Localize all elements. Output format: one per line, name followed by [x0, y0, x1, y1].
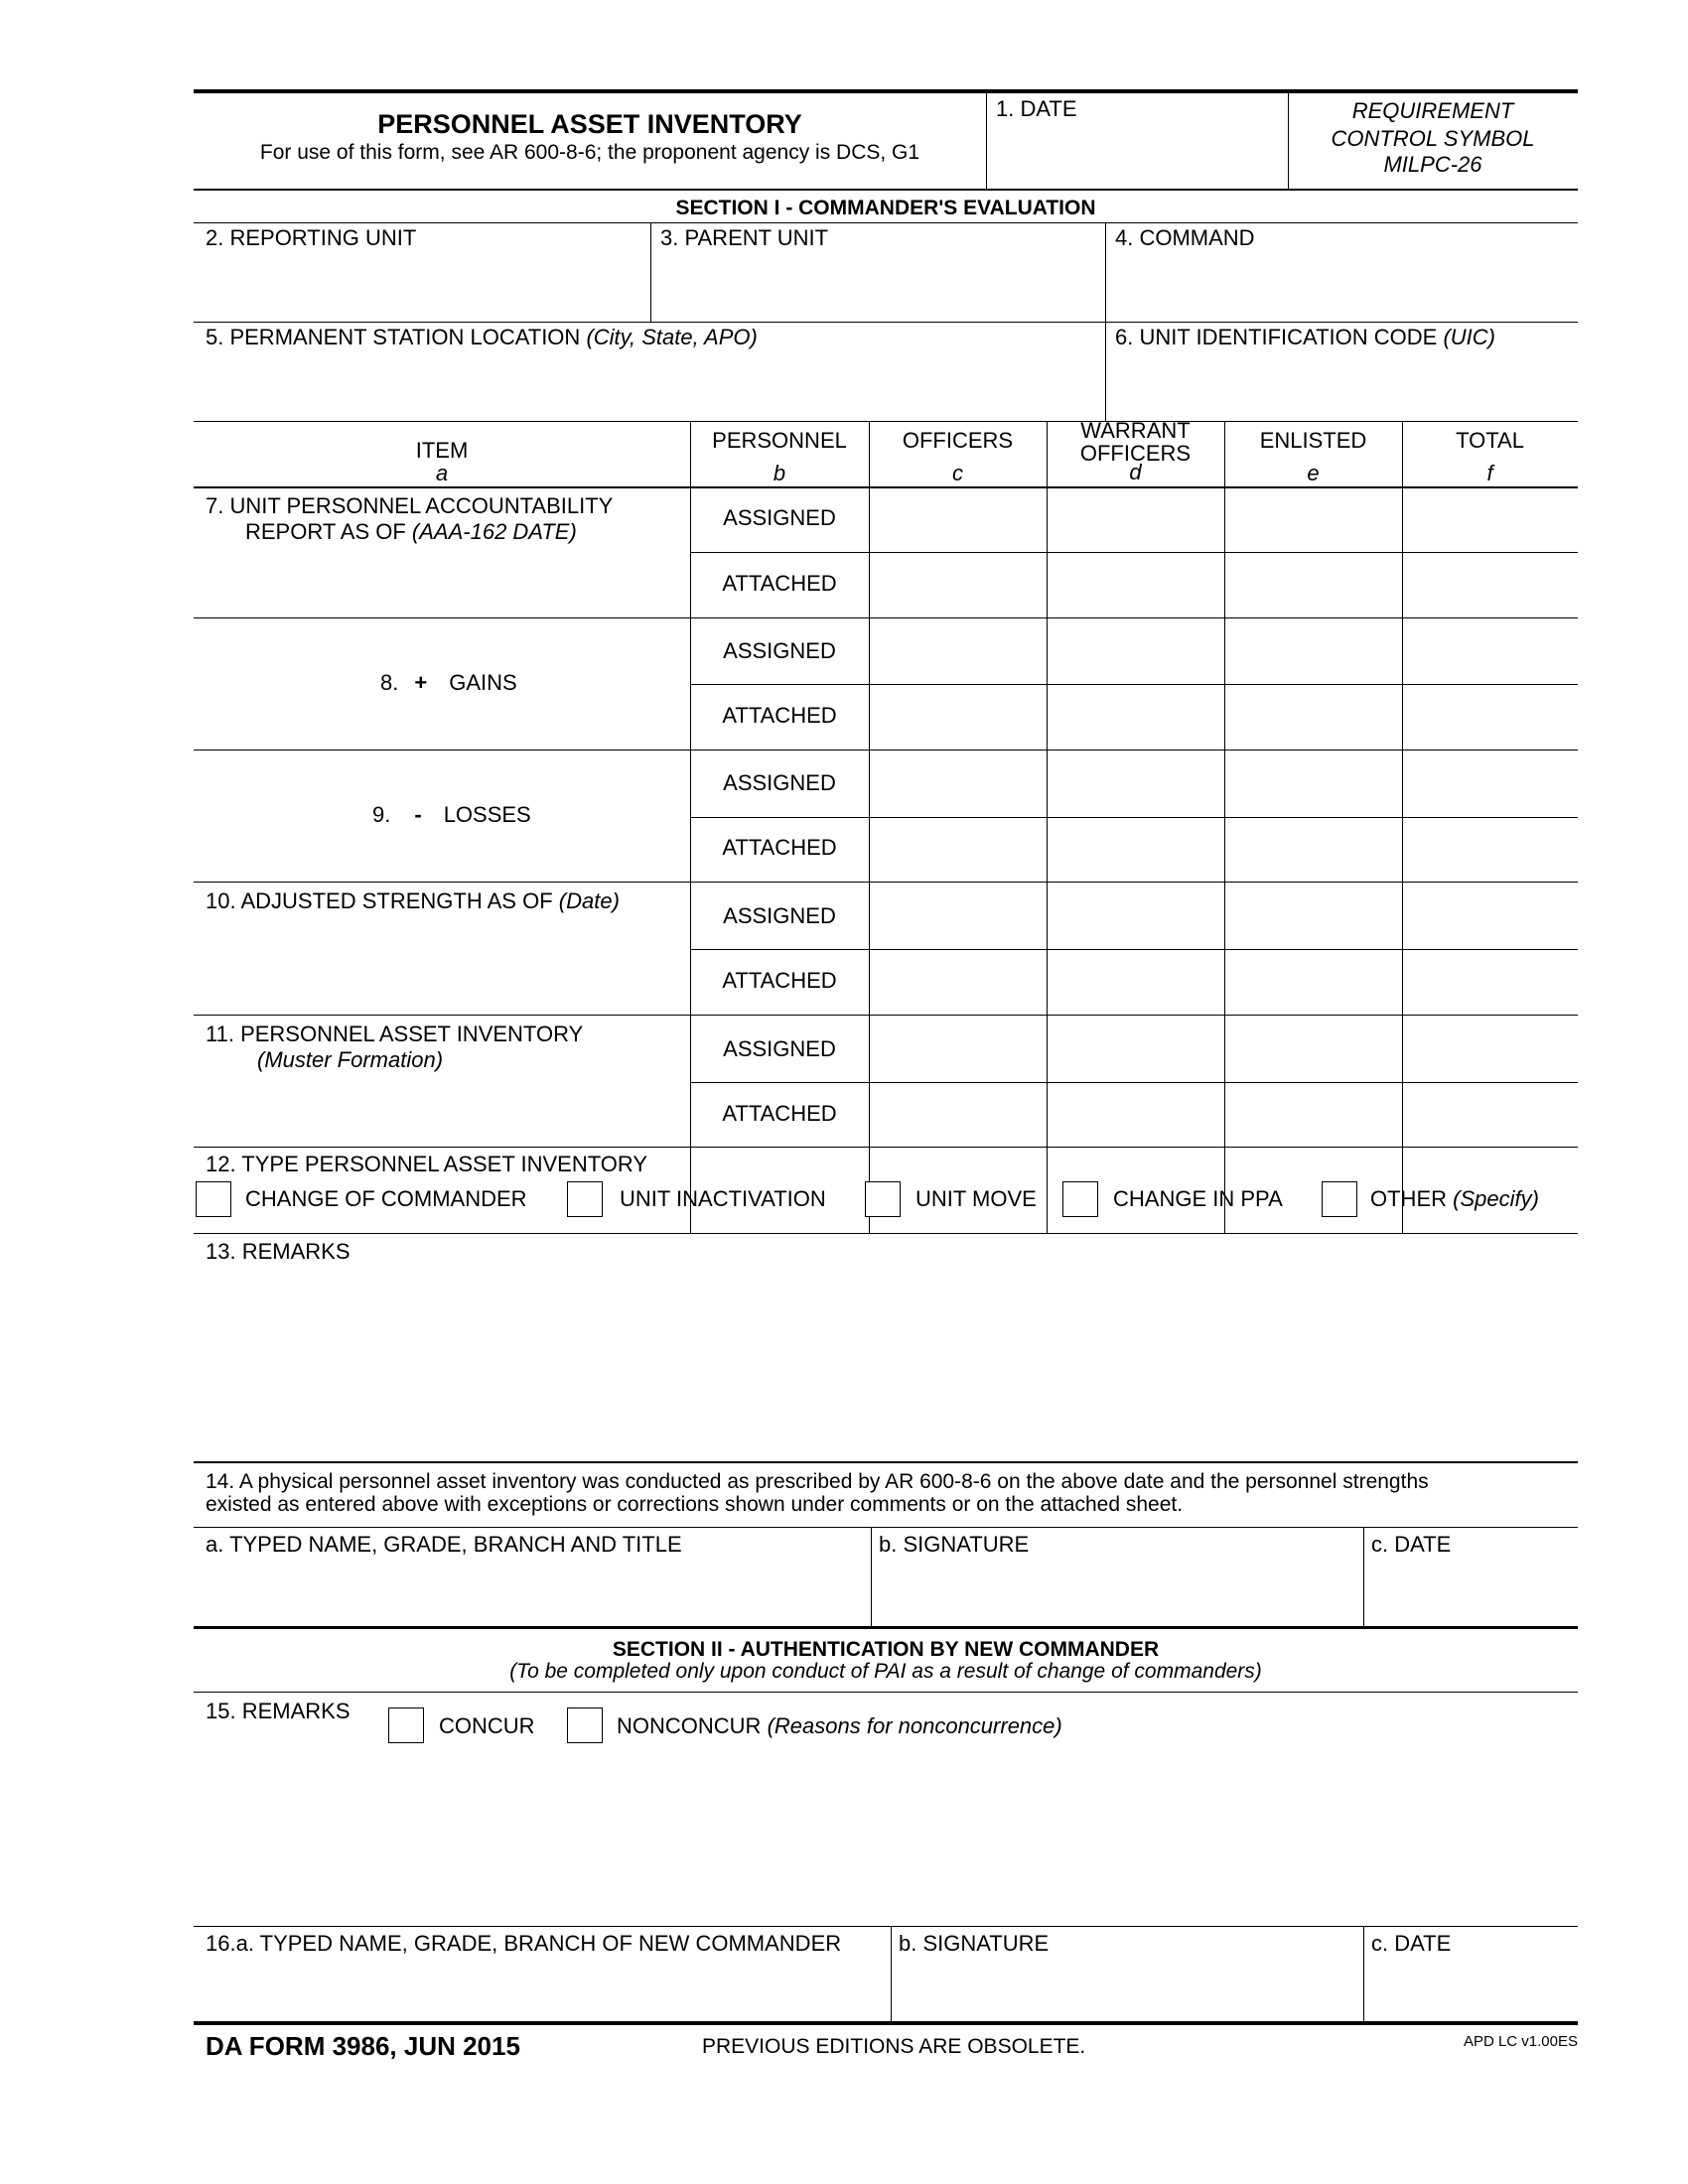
remarks-15-field[interactable] [194, 1753, 1578, 1922]
other-hint: (Specify) [1453, 1186, 1539, 1211]
item14-name-field[interactable] [194, 1559, 869, 1622]
form-title: PERSONNEL ASSET INVENTORY [377, 109, 802, 139]
item9-num: 9. [372, 802, 391, 827]
section1-title-rule [194, 222, 1578, 223]
nonconcur-text: NONCONCUR [617, 1713, 762, 1738]
item14-line2: existed as entered above with exceptions or corrections shown under comments or on the attached sheet. [206, 1493, 1184, 1516]
col-enlisted-label: ENLISTED [1259, 428, 1367, 453]
remarks-13-field[interactable] [194, 1267, 1578, 1455]
item10-bottom [194, 1015, 1578, 1016]
divider-2-3 [650, 222, 651, 322]
item16-date-field[interactable] [1365, 1958, 1578, 2017]
item12-label: 12. TYPE PERSONNEL ASSET INVENTORY [206, 1152, 648, 1176]
item16-name-field[interactable] [194, 1958, 889, 2017]
col-total-label: TOTAL [1456, 428, 1524, 453]
station-location-text: 5. PERMANENT STATION LOCATION [206, 325, 581, 349]
table-col-f-line [1402, 421, 1403, 1233]
item15-bottom [194, 1926, 1578, 1927]
row2-bottom [194, 322, 1578, 323]
form-subtitle: For use of this form, see AR 600-8-6; the proponent agency is DCS, G1 [259, 141, 920, 164]
item7-bottom [194, 617, 1578, 618]
uic-field[interactable] [1107, 351, 1578, 417]
item10-hint: (Date) [558, 888, 620, 913]
item10-assigned: ASSIGNED [723, 903, 836, 928]
item13-bottom [194, 1461, 1578, 1463]
item9-text: LOSSES [443, 802, 531, 827]
change-in-ppa-checkbox[interactable] [1062, 1181, 1098, 1217]
item11-hint: (Muster Formation) [257, 1047, 444, 1072]
item7-assigned: ASSIGNED [723, 505, 836, 530]
item11-bottom [194, 1147, 1578, 1148]
parent-unit-label: 3. PARENT UNIT [660, 225, 829, 250]
form-id: DA FORM 3986, JUN 2015 [206, 2031, 520, 2061]
col-personnel-letter: b [773, 461, 786, 485]
item8-mid-rule [690, 684, 1578, 685]
item14-date-label: c. DATE [1371, 1532, 1452, 1557]
header-bottom [194, 189, 1578, 191]
col-enlisted-letter: e [1307, 461, 1320, 485]
rcs-line1: REQUIREMENT [1351, 98, 1514, 123]
item7-line1: 7. UNIT PERSONNEL ACCOUNTABILITY [206, 493, 614, 518]
item9-sign: - [414, 802, 422, 827]
col-warrant-label: WARRANT [1080, 418, 1191, 443]
station-location-hint: (City, State, APO) [586, 325, 758, 349]
item14-date-field[interactable] [1365, 1559, 1578, 1622]
rcs-line2: CONTROL SYMBOL [1331, 126, 1535, 151]
date-label: 1. DATE [996, 96, 1077, 121]
unit-move-label: UNIT MOVE [915, 1186, 1037, 1211]
item9-label [372, 803, 531, 827]
section2-title-rule [194, 1692, 1578, 1693]
table-col-c-line [869, 421, 870, 1233]
item16-signature-field[interactable] [893, 1958, 1361, 2017]
item11-attached: ATTACHED [722, 1101, 837, 1126]
item9-bottom [194, 882, 1578, 883]
change-of-commander-checkbox[interactable] [196, 1181, 231, 1217]
change-of-commander-label: CHANGE OF COMMANDER [245, 1186, 527, 1211]
item10-attached: ATTACHED [722, 968, 837, 993]
item16-divider-1 [891, 1926, 892, 2021]
other-checkbox[interactable] [1322, 1181, 1357, 1217]
col-item-letter: a [435, 461, 449, 485]
item14-signature-field[interactable] [873, 1559, 1361, 1622]
col-item-label: ITEM [415, 438, 469, 463]
item10-label [206, 889, 620, 913]
other-text: OTHER [1370, 1186, 1447, 1211]
item14-signature-label: b. SIGNATURE [879, 1532, 1030, 1557]
concur-checkbox[interactable] [388, 1707, 424, 1743]
item14-line1: 14. A physical personnel asset inventory was conducted as prescribed by AR 600-8-6 on the above date and the personnel strengths [206, 1470, 1429, 1493]
reporting-unit-label: 2. REPORTING UNIT [206, 225, 417, 250]
station-location-field[interactable] [194, 351, 1103, 417]
item14-text-bottom [194, 1527, 1578, 1528]
item14-divider-1 [871, 1527, 872, 1626]
section1-bottom [194, 1626, 1578, 1629]
unit-inactivation-checkbox[interactable] [567, 1181, 603, 1217]
item7-line2-text: REPORT AS OF [245, 519, 406, 544]
item8-attached: ATTACHED [722, 703, 837, 728]
item8-text: GAINS [449, 670, 517, 695]
col-officers-letter: c [952, 461, 963, 485]
change-in-ppa-label: CHANGE IN PPA [1113, 1186, 1283, 1211]
item9-assigned: ASSIGNED [723, 770, 836, 795]
nonconcur-checkbox[interactable] [567, 1707, 603, 1743]
other-label [1370, 1187, 1539, 1211]
unit-inactivation-label: UNIT INACTIVATION [620, 1186, 826, 1211]
command-label: 4. COMMAND [1115, 225, 1255, 250]
uic-text: 6. UNIT IDENTIFICATION CODE [1115, 325, 1438, 349]
item10-text: 10. ADJUSTED STRENGTH AS OF [206, 888, 553, 913]
item16-signature-label: b. SIGNATURE [899, 1931, 1050, 1956]
col-officers-label: OFFICERS [902, 428, 1014, 453]
item15-label: 15. REMARKS [206, 1699, 351, 1723]
item8-assigned: ASSIGNED [723, 638, 836, 663]
nonconcur-hint: (Reasons for nonconcurrence) [767, 1713, 1062, 1738]
item16-divider-2 [1363, 1926, 1364, 2021]
top-border [194, 89, 1578, 93]
item7-attached: ATTACHED [722, 571, 837, 596]
item7-line2 [245, 520, 577, 544]
item14-name-label: a. TYPED NAME, GRADE, BRANCH AND TITLE [206, 1532, 682, 1557]
header-divider-1 [986, 91, 987, 189]
unit-move-checkbox[interactable] [865, 1181, 901, 1217]
item9-mid-rule [690, 817, 1578, 818]
concur-label: CONCUR [439, 1713, 535, 1738]
col-total-letter: f [1486, 461, 1493, 485]
version-label: APD LC v1.00ES [1463, 2033, 1578, 2050]
station-location-label [206, 326, 758, 349]
table-col-d-line [1047, 421, 1048, 1233]
col-warrant-letter: d [1129, 460, 1142, 484]
item12-bottom [194, 1233, 1578, 1234]
rcs-line3: MILPC-26 [1383, 152, 1482, 177]
col-personnel-label: PERSONNEL [712, 428, 847, 453]
section2-title: SECTION II - AUTHENTICATION BY NEW COMMANDER [612, 1638, 1160, 1661]
item8-num: 8. [380, 670, 399, 695]
item14-divider-2 [1363, 1527, 1364, 1626]
section2-subtitle: (To be completed only upon conduct of PAI as a result of change of commanders) [509, 1660, 1262, 1683]
section1-title: SECTION I - COMMANDER'S EVALUATION [675, 197, 1096, 219]
nonconcur-label [617, 1714, 1062, 1738]
reporting-unit-field[interactable] [194, 252, 650, 318]
item8-sign: + [414, 670, 428, 695]
item8-bottom [194, 750, 1578, 751]
row3-bottom [194, 421, 1578, 422]
item16-name-label: 16.a. TYPED NAME, GRADE, BRANCH OF NEW COMMANDER [206, 1931, 842, 1956]
item13-label: 13. REMARKS [206, 1239, 351, 1264]
date-field[interactable] [998, 125, 1201, 185]
item7-hint: (AAA-162 DATE) [411, 519, 577, 544]
item16-date-label: c. DATE [1371, 1931, 1452, 1956]
table-col-e-line [1224, 421, 1225, 1233]
item8-label [380, 671, 517, 695]
uic-label [1115, 326, 1495, 349]
form-bottom-border [194, 2021, 1578, 2025]
item11-mid-rule [690, 1082, 1578, 1083]
command-field[interactable] [1107, 252, 1578, 318]
item7-mid-rule [690, 552, 1578, 553]
col-warrant-label2: OFFICERS [1079, 441, 1192, 466]
item9-attached: ATTACHED [722, 835, 837, 860]
item11-assigned: ASSIGNED [723, 1036, 836, 1061]
uic-hint: (UIC) [1443, 325, 1495, 349]
parent-unit-field[interactable] [652, 252, 1104, 318]
table-header-bottom [194, 486, 1578, 488]
item10-mid-rule [690, 949, 1578, 950]
item11-label: 11. PERSONNEL ASSET INVENTORY [206, 1022, 584, 1046]
obsolete-notice: PREVIOUS EDITIONS ARE OBSOLETE. [702, 2035, 1086, 2058]
